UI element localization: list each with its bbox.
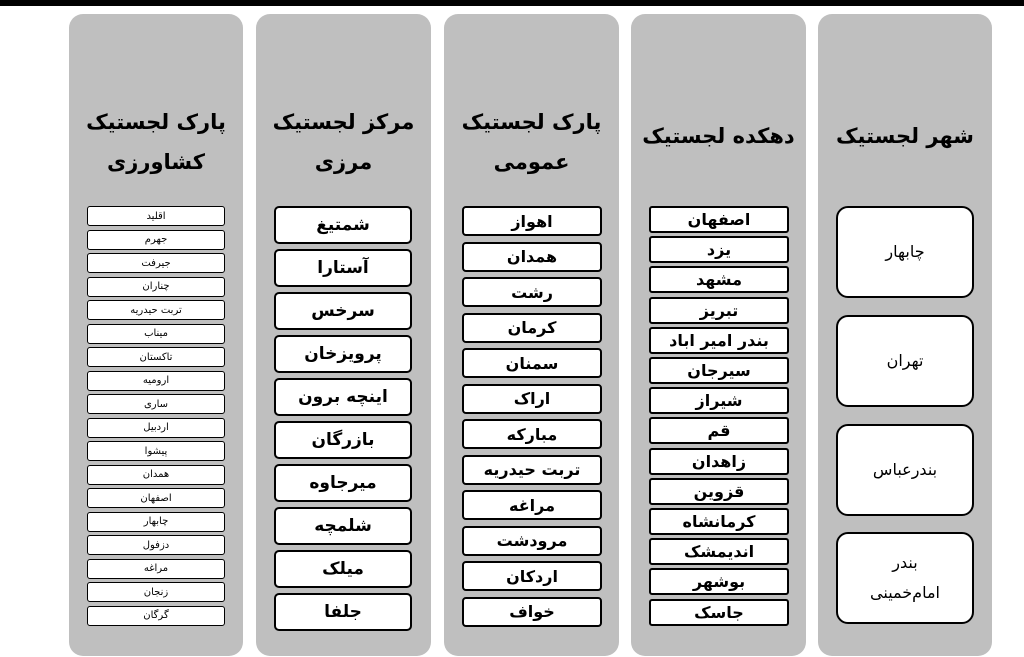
list-item: بندرعباس bbox=[836, 424, 974, 516]
list-item: میرجاوه bbox=[274, 464, 412, 502]
list-item: پیشوا bbox=[87, 441, 225, 461]
list-item: همدان bbox=[87, 465, 225, 485]
list-item: مراغه bbox=[462, 490, 602, 520]
list-item: میلک bbox=[274, 550, 412, 588]
list-item: اینچه برون bbox=[274, 378, 412, 416]
list-item: تربت حیدریه bbox=[462, 455, 602, 485]
list-item: سرخس bbox=[274, 292, 412, 330]
list-item: دزفول bbox=[87, 535, 225, 555]
list-item: مبارکه bbox=[462, 419, 602, 449]
list-item: زنجان bbox=[87, 582, 225, 602]
list-item: جلفا bbox=[274, 593, 412, 631]
list-item: بندر امیر اباد bbox=[649, 327, 789, 354]
list-item: همدان bbox=[462, 242, 602, 272]
list-item: شلمچه bbox=[274, 507, 412, 545]
list-item: زاهدان bbox=[649, 448, 789, 475]
column-title bbox=[256, 102, 431, 182]
column-agricultural-logistics-park bbox=[69, 14, 243, 656]
list-item: تربت حیدریه bbox=[87, 300, 225, 320]
list-item: سیرجان bbox=[649, 357, 789, 384]
column-general-logistics-park bbox=[444, 14, 619, 656]
list-item: اراک bbox=[462, 384, 602, 414]
list-item: کرمان bbox=[462, 313, 602, 343]
top-border-bar bbox=[0, 0, 1024, 6]
list-item: مراغه bbox=[87, 559, 225, 579]
list-item: چابهار bbox=[87, 512, 225, 532]
list-item: بوشهر bbox=[649, 568, 789, 595]
list-item: پرویزخان bbox=[274, 335, 412, 373]
list-item: مشهد bbox=[649, 266, 789, 293]
list-item: آستارا bbox=[274, 249, 412, 287]
list-item: اصفهان bbox=[649, 206, 789, 233]
column-title-text: پارک لجستیک عمومی bbox=[461, 110, 602, 174]
list-item: جاسک bbox=[649, 599, 789, 626]
column-logistics-village bbox=[631, 14, 806, 656]
list-item: مرودشت bbox=[462, 526, 602, 556]
column-title-text: مرکز لجستیک مرزی bbox=[272, 110, 415, 174]
list-item: چابهار bbox=[836, 206, 974, 298]
list-item: میناب bbox=[87, 324, 225, 344]
list-item: اهواز bbox=[462, 206, 602, 236]
list-item: گرگان bbox=[87, 606, 225, 626]
list-item: کرمانشاه bbox=[649, 508, 789, 535]
list-item: ساری bbox=[87, 394, 225, 414]
list-item: بازرگان bbox=[274, 421, 412, 459]
column-border-logistics-center bbox=[256, 14, 431, 656]
list-item: ارومیه bbox=[87, 371, 225, 391]
list-item: تهران bbox=[836, 315, 974, 407]
list-item: اقلید bbox=[87, 206, 225, 226]
list-item: اردکان bbox=[462, 561, 602, 591]
list-item: اندیمشک bbox=[649, 538, 789, 565]
list-item: قزوین bbox=[649, 478, 789, 505]
list-item: تبریز bbox=[649, 297, 789, 324]
list-item: جیرفت bbox=[87, 253, 225, 273]
list-item: شیراز bbox=[649, 387, 789, 414]
list-item: شمتیغ bbox=[274, 206, 412, 244]
column-title-text: دهکده لجستیک bbox=[642, 124, 795, 148]
column-title bbox=[631, 116, 806, 156]
list-item: اصفهان bbox=[87, 488, 225, 508]
column-title-text: پارک لجستیک کشاورزی bbox=[86, 110, 226, 174]
column-title bbox=[444, 102, 619, 182]
list-item: خواف bbox=[462, 597, 602, 627]
list-item: تاکستان bbox=[87, 347, 225, 367]
list-item: قم bbox=[649, 417, 789, 444]
column-title bbox=[818, 116, 992, 156]
list-item: چناران bbox=[87, 277, 225, 297]
list-item: اردبیل bbox=[87, 418, 225, 438]
column-title bbox=[69, 102, 243, 182]
list-item: جهرم bbox=[87, 230, 225, 250]
list-item: رشت bbox=[462, 277, 602, 307]
column-title-text: شهر لجستیک bbox=[836, 124, 974, 148]
list-item: بندر امام‌خمینی bbox=[836, 532, 974, 624]
list-item: یزد bbox=[649, 236, 789, 263]
list-item: سمنان bbox=[462, 348, 602, 378]
column-logistics-city bbox=[818, 14, 992, 656]
